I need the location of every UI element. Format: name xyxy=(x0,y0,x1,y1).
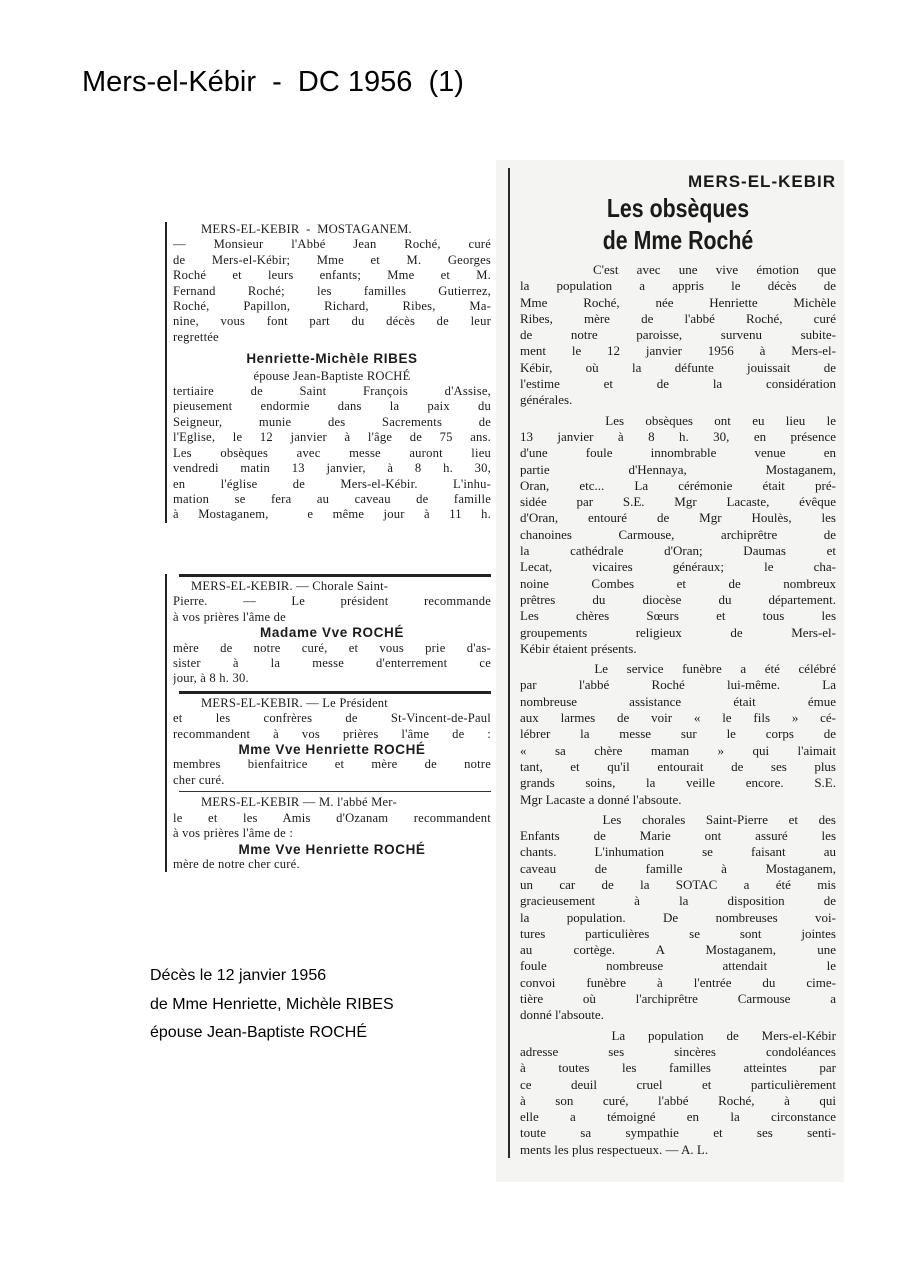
article-line: ment le 12 janvier 1956 à Mers-el- xyxy=(520,343,836,359)
article-paragraph xyxy=(520,262,836,409)
article-line: d'Oran, entouré de Mgr Houlès, les xyxy=(520,510,836,526)
caption-line: de Mme Henriette, Michèle RIBES xyxy=(150,995,394,1013)
article-line: prêtres du diocèse du département. xyxy=(520,591,836,607)
article-line: grands soins, la veille encore. S.E. xyxy=(520,775,836,791)
divider xyxy=(179,691,491,694)
announcement-line: vendredi matin 13 janvier, à 8 h. 30, xyxy=(173,461,491,476)
article-line: toute sa sympathie et ses senti- xyxy=(520,1125,836,1141)
notice-line: à vos prières l'âme de xyxy=(173,609,286,624)
article-line: tures particulières se sont jointes xyxy=(520,925,836,941)
article-paragraph xyxy=(520,413,836,657)
article-line: caveau de famille à Mostaganem, xyxy=(520,860,836,876)
article-line: par l'abbé Roché lui-même. La xyxy=(520,677,836,693)
notice-line: à vos prières l'âme de : xyxy=(173,826,294,841)
notice-line: cher curé. xyxy=(173,772,225,787)
article-line: Les obsèques ont eu lieu le xyxy=(520,412,836,428)
article-line: convoi funèbre à l'entrée du cime- xyxy=(520,974,836,990)
announcement-line: regrettée xyxy=(173,329,219,344)
article-line: au cortège. A Mostaganem, une xyxy=(520,942,836,958)
article-line: Les chorales Saint-Pierre et des xyxy=(520,811,836,827)
divider xyxy=(179,574,491,577)
article-line: aux larmes de voir « le fils » cé- xyxy=(520,710,836,726)
article-paragraph xyxy=(520,661,836,808)
notice-line: Pierre. — Le président recommande xyxy=(173,594,491,609)
article-column xyxy=(508,168,836,1158)
article-paragraph xyxy=(520,812,836,1024)
article-line: 13 janvier à 8 h. 30, en présence xyxy=(520,428,836,444)
article-line: groupements religieux de Mers-el- xyxy=(520,624,836,640)
notice-name: Mme Vve Henriette ROCHÉ xyxy=(238,841,426,857)
notice-line: MERS-EL-KEBIR. — Le Président xyxy=(201,695,388,710)
notice-line: mère de notre curé, et vous prie d'as- xyxy=(173,640,491,655)
announcement-line: MERS-EL-KEBIR - MOSTAGANEM. xyxy=(201,222,412,236)
page-title: Mers-el-Kébir - DC 1956 (1) xyxy=(82,66,464,98)
announcement-line: Seigneur, munie des Sacrements de xyxy=(173,414,491,429)
announcement-line: — Monsieur l'Abbé Jean Roché, curé xyxy=(173,237,491,252)
article-line: d'une foule innombrable venue en xyxy=(520,445,836,461)
article-line: la population. De nombreuses voi- xyxy=(520,909,836,925)
article-line: partie d'Hennaya, Mostaganem, xyxy=(520,461,836,477)
article-line: Oran, etc... La cérémonie était pré- xyxy=(520,477,836,493)
announcement-line: Les obsèques avec messe auront lieu xyxy=(173,445,491,460)
article-line: Kébir, où la défunte jouissait de xyxy=(520,359,836,375)
article-line: générales. xyxy=(520,392,573,408)
announcement-line: mation se fera au caveau de famille xyxy=(173,491,491,506)
article-line: tière où l'archiprêtre Carmouse a xyxy=(520,991,836,1007)
article-line: adresse ses sincères condoléances xyxy=(520,1043,836,1059)
caption-line: Décès le 12 janvier 1956 xyxy=(150,967,327,984)
divider xyxy=(179,791,491,792)
announcement-line: en l'église de Mers-el-Kébir. L'inhu- xyxy=(173,476,491,491)
article-line: Lecat, vicaires généraux; le cha- xyxy=(520,559,836,575)
article-line: Enfants de Marie ont assuré les xyxy=(520,828,836,844)
notice-line: sister à la messe d'enterrement ce xyxy=(173,656,491,671)
announcement-line: l'Eglise, le 12 janvier à l'âge de 75 ans. xyxy=(173,430,491,445)
article-line: Ribes, mère de l'abbé Roché, curé xyxy=(520,310,836,326)
article-headline: de Mme Roché xyxy=(602,225,754,255)
article-line: chanoines Carmouse, archiprêtre de xyxy=(520,526,836,542)
article-line: Kébir étaient présents. xyxy=(520,640,637,656)
article-line: tant, et qu'il entourait de ses plus xyxy=(520,758,836,774)
announcement-line: à Mostaganem, e même jour à 11 h. xyxy=(173,507,491,522)
article-line: Mgr Lacaste a donné l'absoute. xyxy=(520,791,682,807)
ozanam-notice xyxy=(173,795,491,872)
notice-line: mère de notre cher curé. xyxy=(173,856,300,871)
notice-line: et les confrères de St-Vincent-de-Paul xyxy=(173,711,491,726)
newspaper-article xyxy=(496,160,844,1182)
chorale-notice xyxy=(173,579,491,687)
caption-line: épouse Jean-Baptiste ROCHÉ xyxy=(150,1024,367,1041)
article-kicker: MERS-EL-KEBIR xyxy=(687,172,836,191)
article-line: Les chères Sœurs et tous les xyxy=(520,608,836,624)
announcement-line: nine, vous font part du décès de leur xyxy=(173,314,491,329)
article-line: l'estime et de la considération xyxy=(520,376,836,392)
article-line: chants. L'inhumation se faisant au xyxy=(520,844,836,860)
article-line: lébrer la messe sur le corps de xyxy=(520,726,836,742)
announcement-line: Roché et leurs enfants; Mme et M. xyxy=(173,268,491,283)
notice-line: recommandent à vos prières l'âme de : xyxy=(173,726,491,741)
announcement-line: tertiaire de Saint François d'Assise, xyxy=(173,384,491,399)
article-line: Le service funèbre a été célébré xyxy=(520,661,836,677)
spouse-line: épouse Jean-Baptiste ROCHÉ xyxy=(253,368,411,383)
announcement-line: de Mers-el-Kébir; Mme et M. Georges xyxy=(173,252,491,267)
article-paragraph xyxy=(520,1028,836,1158)
article-line: de notre paroisse, survenu subite- xyxy=(520,327,836,343)
article-line: C'est avec une vive émotion que xyxy=(520,262,836,277)
article-line: « sa chère maman » qui l'aimait xyxy=(520,742,836,758)
announcement-line: pieusement endormie dans la paix du xyxy=(173,399,491,414)
announcement-line: Fernand Roché; les familles Gutierrez, xyxy=(173,283,491,298)
notice-line: membres bienfaitrice et mère de notre xyxy=(173,757,491,772)
notice-line: jour, à 8 h. 30. xyxy=(173,671,249,686)
announcement-line: Roché, Papillon, Richard, Ribes, Ma- xyxy=(173,299,491,314)
article-line: la cathédrale d'Oran; Daumas et xyxy=(520,543,836,559)
vincent-notice xyxy=(173,696,491,788)
article-line: Mme Roché, née Henriette Michèle xyxy=(520,294,836,310)
death-announcement-clipping xyxy=(165,222,491,523)
article-line: un car de la SOTAC a été mis xyxy=(520,876,836,892)
article-line: donné l'absoute. xyxy=(520,1007,604,1023)
notice-line: MERS-EL-KEBIR. — Chorale Saint- xyxy=(191,579,389,593)
article-headline: Les obsèques xyxy=(606,193,750,223)
article-line: noine Combes et de nombreux xyxy=(520,575,836,591)
article-line: nombreuse assistance était émue xyxy=(520,693,836,709)
article-line: la population a appris le décès de xyxy=(520,278,836,294)
notice-name: Mme Vve Henriette ROCHÉ xyxy=(238,742,426,758)
notice-line: le et les Amis d'Ozanam recommandent xyxy=(173,810,491,825)
article-line: elle a témoigné en la circonstance xyxy=(520,1109,836,1125)
article-line: gracieusement à la disposition de xyxy=(520,893,836,909)
caption xyxy=(150,962,394,1048)
article-line: foule nombreuse attendait le xyxy=(520,958,836,974)
notice-name: Madame Vve ROCHÉ xyxy=(260,625,404,641)
article-line: sidée par S.E. Mgr Lacaste, évêque xyxy=(520,494,836,510)
article-line: La population de Mers-el-Kébir xyxy=(520,1027,836,1043)
article-body xyxy=(520,262,836,1158)
deceased-name: Henriette-Michèle RIBES xyxy=(246,351,418,367)
article-line: à toutes les familles atteintes par xyxy=(520,1060,836,1076)
notices-clipping xyxy=(165,574,491,872)
notice-line: MERS-EL-KEBIR — M. l'abbé Mer- xyxy=(201,795,397,810)
article-line: ce deuil cruel et particulièrement xyxy=(520,1076,836,1092)
article-line: à son curé, l'abbé Roché, à qui xyxy=(520,1092,836,1108)
article-line: ments les plus respectueux. — A. L. xyxy=(520,1141,709,1157)
